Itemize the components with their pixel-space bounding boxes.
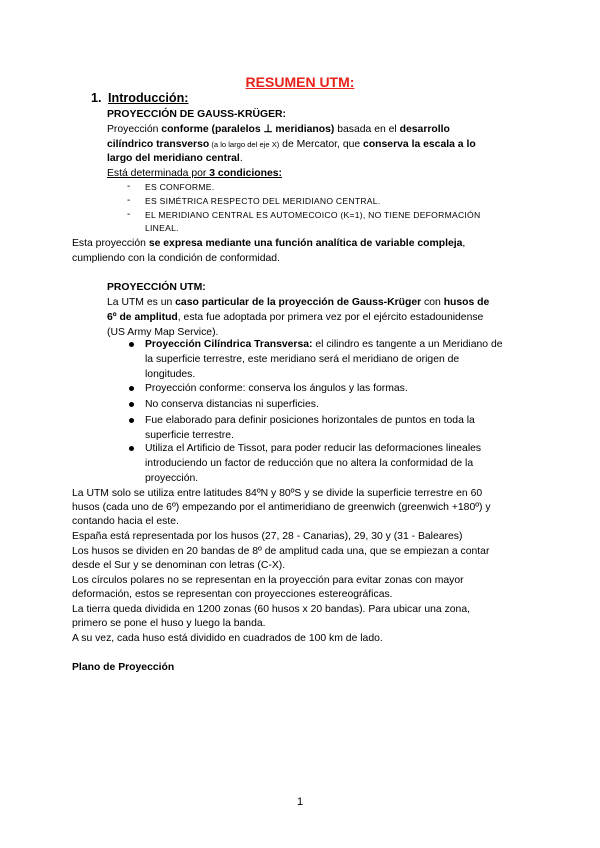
section-number: 1. [91, 91, 102, 105]
text-line: La tierra queda dividida en 1200 zonas (60 husos x 20 bandas). Para ubicar una zona, [72, 604, 470, 615]
utm-paragraph-line-1: La UTM es un caso particular de la proyección de Gauss-Krüger con husos de [107, 297, 490, 308]
bullet-dot [129, 402, 134, 407]
bullet-5-line-3: proyección. [145, 473, 199, 484]
text-line: La UTM solo se utiliza entre latitudes 84ºN y 80ºS y se divide la superficie terrestre en 60 [72, 488, 483, 499]
bullet-2: Proyección conforme: conserva los ángulos y las formas. [145, 383, 408, 394]
condition-item: ES CONFORME. [145, 182, 215, 192]
text-line: desde el Sur y se denominan con letras (C-X). [72, 560, 286, 571]
bullet-dot [129, 342, 134, 347]
gauss-paragraph-line-1: Proyección conforme (paralelos ⊥ meridianos) basada en el desarrollo [107, 124, 450, 135]
bullet-5-line-2: introduciendo un factor de reducción que no altera la conformidad de la [145, 458, 474, 469]
text-line: Los husos se dividen en 20 bandas de 8º de amplitud cada una, que se empiezan a contar [72, 546, 490, 557]
bullet-1-line-2: la superficie terrestre, este meridiano será el meridiano de origen de [145, 354, 460, 365]
bullet-1-line-1: Proyección Cilíndrica Transversa: el cilindro es tangente a un Meridiano de [145, 339, 503, 350]
text-line: contando hacia el este. [72, 516, 179, 527]
text-line: Los círculos polares no se representan en la proyección para evitar zonas con mayor [72, 575, 464, 586]
text-line: A su vez, cada huso está dividido en cuadrados de 100 km de lado. [72, 633, 383, 644]
expression-line-1: Esta proyección se expresa mediante una función analítica de variable compleja, [72, 238, 466, 249]
text-line: husos (cada uno de 6º) empezando por el antimeridiano de greenwich (greenwich +180º) y [72, 502, 491, 513]
condition-item-continuation: LINEAL. [145, 223, 179, 233]
page-number: 1 [296, 796, 304, 808]
bullet-5-line-1: Utiliza el Artificio de Tissot, para poder reducir las deformaciones lineales [145, 443, 482, 454]
conditions-intro: Está determinada por 3 condiciones: [107, 168, 282, 179]
gauss-paragraph-line-2: cilíndrico transverso (a lo largo del eje X) de Mercator, que conserva la escala a lo [107, 139, 476, 150]
text-line: deformación, estos se representan con proyecciones estereográficas. [72, 589, 393, 600]
bullet-dot [129, 418, 134, 423]
expression-line-2: cumpliendo con la condición de conformidad. [72, 253, 280, 264]
text-line: primero se pone el huso y luego la banda. [72, 618, 266, 629]
gauss-paragraph-line-3: largo del meridiano central. [107, 153, 243, 164]
bullet-dot [129, 386, 134, 391]
bullet-4-line-1: Fue elaborado para definir posiciones horizontales de puntos en toda la [145, 415, 475, 426]
dash-bullet: - [127, 181, 131, 192]
bullet-3: No conserva distancias ni superficies. [145, 399, 319, 410]
utm-heading: PROYECCIÓN UTM: [107, 282, 206, 293]
condition-item: ES SIMÉTRICA RESPECTO DEL MERIDIANO CENTRAL. [145, 196, 381, 206]
bullet-1-line-3: longitudes. [145, 369, 196, 380]
condition-item: EL MERIDIANO CENTRAL ES AUTOMECOICO (K=1), NO TIENE DEFORMACIÓN [145, 210, 481, 220]
dash-bullet: - [127, 195, 131, 206]
dash-bullet: - [127, 209, 131, 220]
bullet-4-line-2: superficie terrestre. [145, 430, 234, 441]
bullet-dot [129, 446, 134, 451]
text-line: España está representada por los husos (27, 28 - Canarias), 29, 30 y (31 - Baleares) [72, 531, 463, 542]
section-heading: Introducción: [108, 91, 189, 105]
plano-heading: Plano de Proyección [72, 662, 175, 673]
utm-paragraph-line-3: (US Army Map Service). [107, 327, 219, 338]
gauss-heading: PROYECCIÓN DE GAUSS-KRÜGER: [107, 109, 286, 120]
utm-paragraph-line-2: 6º de amplitud, esta fue adoptada por primera vez por el ejército estadounidense [107, 312, 484, 323]
page-title: RESUMEN UTM: [245, 74, 355, 90]
